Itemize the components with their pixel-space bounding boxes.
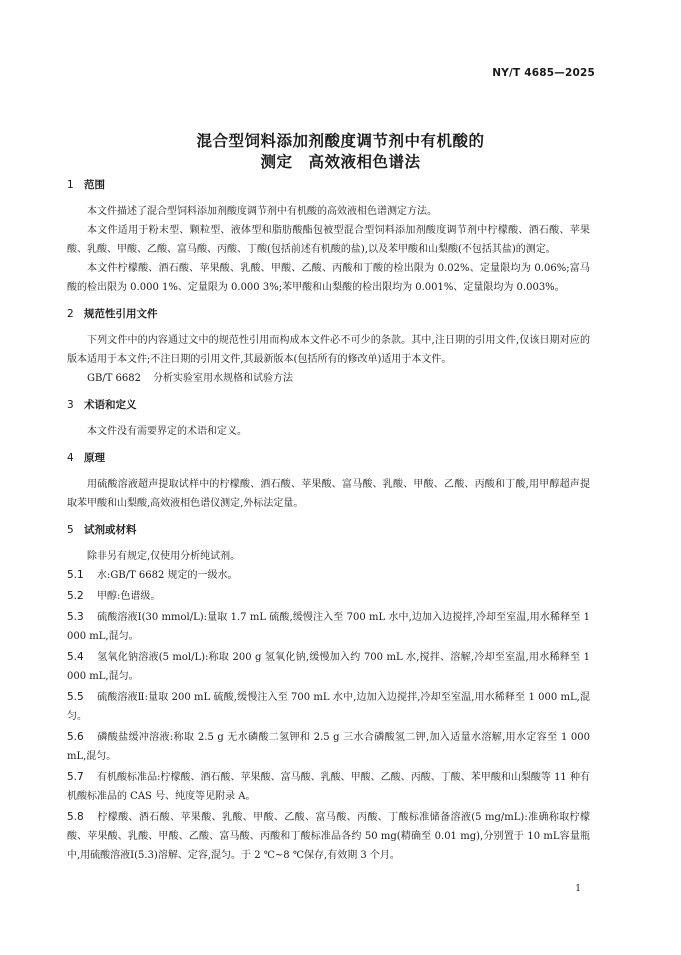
section-heading-5: 5 试剂或材料	[67, 524, 137, 536]
section-heading-3: 3 术语和定义	[67, 399, 137, 411]
paragraph: 本文件适用于粉末型、颗粒型、液体型和脂肪酸酯包被型混合型饲料添加剂酸度调节剂中柠檬酸、酒石酸、苹果酸、乳酸、甲酸、乙酸、富马酸、丙酸、丁酸(包括前述有机酸的盐),以及苯甲酸和山梨酸(不包括其盐)的测定。	[67, 225, 590, 255]
clause-5-6: 5.6 磷酸盐缓冲溶液:称取 2.5 g 无水磷酸二氢钾和 2.5 g 三水合磷酸氢二钾,加入适量水溶解,用水定容至 1 000 mL,混匀。	[67, 731, 590, 762]
page-number: 1	[575, 884, 581, 894]
clause-5-8: 5.8 柠檬酸、酒石酸、苹果酸、乳酸、甲酸、乙酸、富马酸、丙酸、丁酸标准储备溶液(5 mg/mL):准确称取柠檬酸、苹果酸、乳酸、甲酸、乙酸、富马酸、丙酸和丁酸标准品各约 50 mg(精确至 0.01 mg),分别置于 10 mL容量瓶中,用硫酸溶液Ⅰ(5.3)溶解、定容,混匀。于 2 ℃~8 ℃保存,有效期 3 个月。	[67, 811, 590, 861]
normative-reference: GB/T 6682 分析实验室用水规格和试验方法	[87, 373, 294, 384]
document-code: NY/T 4685—2025	[492, 67, 595, 79]
clause-5-1: 5.1 水:GB/T 6682 规定的一级水。	[67, 569, 238, 581]
document-title-line2	[0, 150, 681, 172]
clause-5-5: 5.5 硫酸溶液Ⅱ:量取 200 mL 硫酸,缓慢注入至 700 mL 水中,边加入边搅拌,冷却至室温,用水稀释至 1 000 mL,混匀。	[67, 691, 590, 722]
title-part-b: 高效液相色谱法	[308, 153, 421, 171]
clause-5-7: 5.7 有机酸标准品:柠檬酸、酒石酸、苹果酸、富马酸、乳酸、甲酸、乙酸、丙酸、丁酸、苯甲酸和山梨酸等 11 种有机酸标准品的 CAS 号、纯度等见附录 A。	[67, 771, 590, 802]
document-title-line1: 混合型饲料添加剂酸度调节剂中有机酸的	[196, 132, 485, 150]
clause-5-3: 5.3 硫酸溶液Ⅰ(30 mmol/L):量取 1.7 mL 硫酸,缓慢注入至 700 mL 水中,边加入边搅拌,冷却至室温,用水稀释至 1 000 mL,混匀。	[67, 611, 590, 642]
title-part-a: 测定	[260, 153, 293, 171]
section-heading-2: 2 规范性引用文件	[67, 308, 158, 320]
section-heading-4: 4 原理	[67, 452, 105, 464]
paragraph: 本文件描述了混合型饲料添加剂酸度调节剂中有机酸的高效液相色谱测定方法。	[87, 206, 437, 217]
clause-5-4: 5.4 氢氧化钠溶液(5 mol/L):称取 200 g 氢氧化钠,缓慢加入约 700 mL 水,搅拌、溶解,冷却至室温,用水稀释至 1 000 mL,混匀。	[67, 651, 590, 682]
section-heading-1: 1 范围	[67, 179, 105, 191]
paragraph: 用硫酸溶液超声提取试样中的柠檬酸、酒石酸、苹果酸、富马酸、乳酸、甲酸、乙酸、丙酸和丁酸,用甲醇超声提取苯甲酸和山梨酸,高效液相色谱仪测定,外标法定量。	[67, 479, 590, 509]
clause-5-2: 5.2 甲醇:色谱级。	[67, 590, 161, 602]
paragraph: 本文件柠檬酸、酒石酸、苹果酸、乳酸、甲酸、乙酸、丙酸和丁酸的检出限为 0.02%、定量限均为 0.06%;富马酸的检出限为 0.000 1%、定量限为 0.000 3%;苯甲酸和山梨酸的检出限均为 0.001%、定量限均为 0.003%。	[67, 263, 590, 293]
paragraph: 除非另有规定,仅使用分析纯试剂。	[87, 551, 241, 562]
document-body	[67, 177, 590, 865]
paragraph: 本文件没有需要界定的术语和定义。	[87, 426, 247, 437]
paragraph: 下列文件中的内容通过文中的规范性引用而构成本文件必不可少的条款。其中,注日期的引用文件,仅该日期对应的版本适用于本文件;不注日期的引用文件,其最新版本(包括所有的修改单)适用于本文件。	[67, 335, 590, 365]
